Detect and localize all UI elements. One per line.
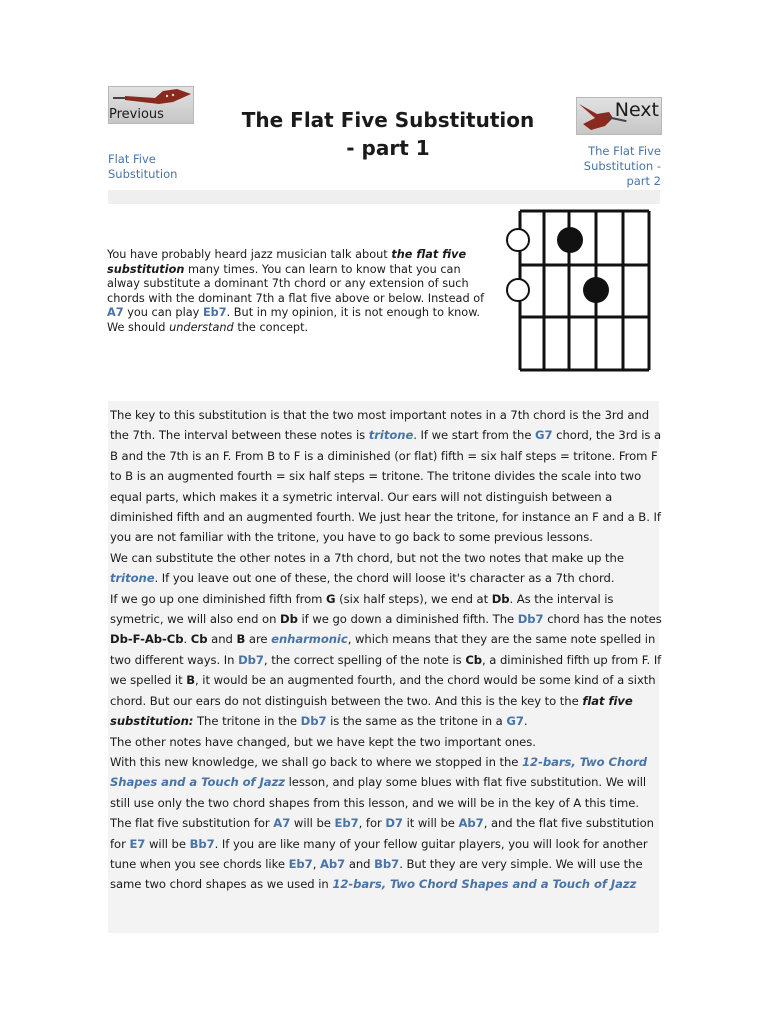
chord-link-d7[interactable]: D7 bbox=[385, 816, 403, 831]
intro-text: the concept. bbox=[233, 320, 309, 334]
body-paragraph bbox=[110, 405, 662, 895]
intro-emphasis: the flat five substitution bbox=[107, 248, 467, 276]
note-name: Db bbox=[280, 612, 298, 627]
intro-text: you can play bbox=[123, 306, 203, 320]
intro-text: . But in my opinion, it is not enough to know. We should bbox=[107, 306, 480, 334]
chord-link-db7[interactable]: Db7 bbox=[517, 612, 544, 627]
divider-band bbox=[108, 190, 660, 204]
chord-link-a7[interactable]: A7 bbox=[107, 306, 124, 320]
chord-link-bb7[interactable]: Bb7 bbox=[374, 856, 400, 871]
chord-link-eb7[interactable]: Eb7 bbox=[288, 856, 313, 871]
chord-link-eb7[interactable]: Eb7 bbox=[202, 306, 227, 320]
chord-link-e7[interactable]: E7 bbox=[129, 836, 146, 851]
finger-dot bbox=[557, 227, 583, 253]
body-text: , which means that they are the same note spelled in two different ways. In bbox=[110, 632, 656, 667]
intro-text: many times. You can learn to know that you can alway substitute a dominant 7th chord or any extension of such chords with the dominant 7th a flat five above or below. Instead of bbox=[107, 262, 485, 305]
intro-italic: understand bbox=[169, 320, 234, 334]
chord-link-g7[interactable]: G7 bbox=[506, 714, 524, 729]
note-name: Cb bbox=[465, 652, 483, 667]
chord-link-ab7[interactable]: Ab7 bbox=[319, 856, 346, 871]
note-name: Db bbox=[491, 591, 510, 606]
body-text: , a diminished fifth up from F. If we spelled it bbox=[110, 652, 662, 688]
body-text: , for bbox=[358, 816, 386, 831]
body-text: . If you are like many of your fellow guitar players, you will look for another tune when you see chords like bbox=[110, 836, 648, 871]
body-text: chord, the 3rd is a B and the 7th is an F. From B to F is a diminished (or flat) fifth = six half steps = tritone. From F to B is an augmented fourth = six half steps = tritone. The tritone divides the scale into two equal parts, which makes it a symetric interval. Our ears will not distinguish between a diminished fifth and an augmented fourth. We just hear the tritone, for instance an F and a B. If you are not familiar with the tritone, you have to go back to some previous lessons. bbox=[110, 428, 662, 545]
next-button[interactable] bbox=[576, 97, 662, 135]
note-name: B bbox=[186, 673, 196, 688]
link-12-bars-lesson[interactable]: 12-bars, Two Chord Shapes and a Touch of Jazz bbox=[110, 754, 648, 790]
link-tritone[interactable]: tritone bbox=[110, 571, 155, 586]
note-name: G bbox=[326, 591, 336, 606]
guitar-icon bbox=[111, 88, 191, 108]
body-text: , bbox=[312, 856, 320, 871]
body-text: The tritone in the bbox=[193, 714, 301, 729]
emphasis-text: flat five substitution: bbox=[110, 693, 633, 729]
body-text: and bbox=[345, 856, 375, 871]
previous-page-link[interactable]: Flat Five Substitution bbox=[108, 152, 178, 181]
previous-button[interactable] bbox=[108, 86, 194, 124]
body-text: , it would be an augmented fourth, and the chord would be some kind of a sixth chord. But our ears do not distinguish between the two. And this is the key to the bbox=[110, 673, 656, 708]
link-enharmonic[interactable]: enharmonic bbox=[271, 632, 348, 647]
body-text: , and the flat five substitution for bbox=[110, 816, 654, 851]
body-text: With this new knowledge, we shall go back to where we stopped in the bbox=[110, 754, 523, 769]
chord-link-a7[interactable]: A7 bbox=[273, 816, 291, 831]
finger-dot bbox=[583, 277, 609, 303]
body-text: and bbox=[207, 632, 237, 647]
body-text: is the same as the tritone in a bbox=[326, 714, 507, 729]
intro-paragraph bbox=[107, 248, 492, 336]
chord-diagram bbox=[504, 208, 654, 374]
body-text: (six half steps), we end at bbox=[335, 591, 492, 606]
body-text: . bbox=[183, 632, 191, 647]
chord-link-ab7[interactable]: Ab7 bbox=[458, 816, 484, 831]
body-text: . If we start from the bbox=[413, 428, 536, 443]
intro-text: You have probably heard jazz musician talk about bbox=[107, 248, 392, 261]
previous-label: Previous bbox=[109, 107, 164, 122]
body-text: The key to this substitution is that the two most important notes in a 7th chord is the 3rd and the 7th. The interval between these notes is bbox=[110, 408, 650, 443]
body-text: chord has the notes bbox=[543, 612, 662, 627]
body-text: The other notes have changed, but we have kept the two important ones. bbox=[110, 734, 536, 749]
note-name: Cb bbox=[190, 632, 208, 647]
next-page-link[interactable]: The Flat Five Substitution - part 2 bbox=[583, 144, 661, 188]
body-text: if we go down a diminished fifth. The bbox=[297, 612, 518, 627]
body-text: . bbox=[523, 714, 528, 729]
body-text: are bbox=[245, 632, 272, 647]
body-text: , the correct spelling of the note is bbox=[263, 652, 466, 667]
page-title: The Flat Five Substitution - part 1 bbox=[241, 108, 535, 160]
link-12-bars-lesson[interactable]: 12-bars, Two Chord Shapes and a Touch of Jazz bbox=[332, 877, 637, 892]
next-label: Next bbox=[614, 99, 659, 121]
body-text: If we go up one diminished fifth from bbox=[110, 591, 327, 606]
body-text: it will be bbox=[402, 816, 459, 831]
chord-link-db7[interactable]: Db7 bbox=[300, 714, 327, 729]
chord-link-eb7[interactable]: Eb7 bbox=[334, 816, 359, 831]
chord-link-bb7[interactable]: Bb7 bbox=[189, 836, 215, 851]
body-text: . If you leave out one of these, the chord will loose it's character as a 7th chord. bbox=[154, 571, 615, 586]
body-text: . As the interval is symetric, we will also end on bbox=[110, 591, 614, 627]
open-marker bbox=[507, 229, 529, 251]
open-marker bbox=[507, 279, 529, 301]
chord-link-g7[interactable]: G7 bbox=[535, 428, 553, 443]
body-text: . But they are very simple. We will use the same two chord shapes as we used in bbox=[110, 856, 643, 892]
note-name: B bbox=[236, 632, 246, 647]
link-tritone[interactable]: tritone bbox=[368, 428, 414, 443]
body-text: We can substitute the other notes in a 7th chord, but not the two notes that make up the bbox=[110, 550, 624, 565]
note-name: Db-F-Ab-Cb bbox=[110, 632, 184, 647]
body-text: will be bbox=[290, 816, 335, 831]
body-text: will be bbox=[145, 836, 190, 851]
body-text: lesson, and play some blues with flat five substitution. We will still use only the two chord shapes from this lesson, and we will be in the key of A this time. The flat five substitution for bbox=[110, 775, 647, 831]
chord-link-db7[interactable]: Db7 bbox=[238, 652, 264, 667]
